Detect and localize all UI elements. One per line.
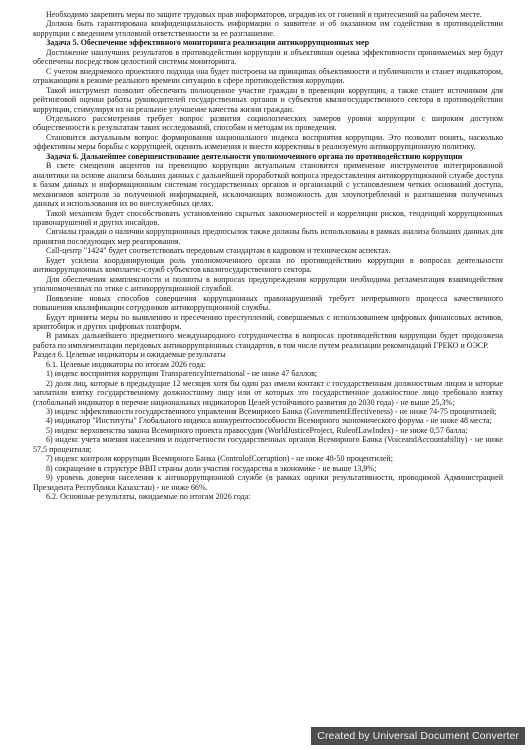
paragraph: Сигналы граждан о наличии коррупционных предпосылок также должны быть использованы в рамках анализа больших данных для принятия последующих мер реагирования. — [33, 227, 503, 246]
converter-watermark: Created by Universal Document Converter — [311, 727, 525, 745]
paragraph: Необходимо закрепить меры по защите трудовых прав информаторов, оградив их от гонений и притеснений на рабочем месте. — [46, 10, 482, 19]
paragraph: Call-центр "1424" будет соответствовать передовым стандартам в кадровом и техническом аспектах. — [46, 246, 391, 256]
paragraph: Раздел 6. Целевые индикаторы и ожидаемые результаты — [33, 350, 226, 360]
paragraph: В рамках дальнейшего предметного международного сотрудничества в вопросах противодействия коррупции будет продолжена работа по имплементации передовых антикоррупционных стандартов, в том числе путем реализации рекомендаций ГРЕКО и ОЭСР. — [33, 331, 503, 350]
paragraph: 7) индекс контроля коррупции Всемирного Банка (ControlofCorruption) - не ниже 48-50 процентилей; — [46, 454, 393, 464]
section-heading: Задача 5. Обеспечение эффективного мониторинга реализации антикоррупционных мер — [46, 38, 370, 48]
paragraph: 2) доля лиц, которые в предыдущие 12 месяцев хотя бы один раз имели контакт с государственным должностным лицом и которые заплатили взятку государственному должностному лицу или от которых это государственное должностное лицо требовало взятку (глобальный индикатор в перечне национальных индикаторов Целей устойчивого развития до 2030 года) - не выше 25,3%; — [33, 378, 503, 407]
paragraph: Отдельного рассмотрения требует вопрос развития социологических замеров уровня коррупции с широким доступом общественности к результатам таких исследований, способам и методам их проведения. — [33, 113, 503, 133]
paragraph: 3) индекс эффективности государственного управления Всемирного Банка (GovernmentEffectiveness) - не ниже 74-75 процентилей; — [46, 407, 497, 417]
paragraph: Становится актуальным вопрос формирования национального индекса восприятия коррупции. Это позволит понять, насколько эффективны меры борьбы с коррупцией, оценить изменения и внести коррективы в реализуемую антикоррупционную политику. — [33, 132, 503, 152]
paragraph: 5) индекс верховенства закона Всемирного проекта правосудия (WorldJusticeProject, RuleofLawIndex) - не ниже 0,57 балла; — [46, 425, 468, 435]
paragraph: Будет усилена координирующая роль уполномоченного органа по противодействию коррупции в вопросах деятельности антикоррупционных комплаенс-служб субъектов квазигосударственного сектора. — [33, 255, 503, 275]
paragraph: 1) индекс восприятия коррупции TransparencyInternational - не ниже 47 баллов; — [46, 369, 318, 379]
paragraph: Появление новых способов совершения коррупционных правонарушений требует непрерывного процесса качественного повышения квалификации сотрудников антикоррупционной службы. — [33, 293, 503, 313]
paragraph: С учетом внедряемого проектного подхода она будет построена на принципах объективности и публичности и станет индикатором, отражающим в режиме реального времени ситуацию в сфере противодействия коррупции. — [33, 66, 503, 86]
paragraph: Будут приняты меры по выявлению и пресечению преступлений, совершаемых с использованием цифровых финансовых активов, криптобирж и других цифровых платформ. — [33, 312, 503, 331]
paragraph: Должна быть гарантирована конфиденциальность информации о заявителе и об оказанном им содействии в противодействии коррупции с введением уголовной ответственности за ее разглашение. — [33, 19, 503, 38]
paragraph: Такой инструмент позволит обеспечить полноценное участие граждан в превенции коррупции, а также станет источником для рейтинговой оценки работы руководителей государственных органов и субъектов квазигосударственного сектора в противодействии коррупции, стимулируя их на реальное улучшение качества жизни граждан. — [33, 85, 503, 114]
paragraph: 8) сокращение в структуре ВВП страны доли участия государства в экономике - не выше 13,9%; — [46, 463, 377, 473]
paragraph: В свете смещения акцентов на превенцию коррупции актуальным становится применение инструментов интегрированной аналитики на основе анализа больших данных с дальнейшей проработкой вопроса предоставления антикоррупционной службе доступа к базам данных и информационным системам государственных органов и организаций с установлением четких оснований доступа, механизмов контроля за полученной информацией, исключающих возможность для злоупотреблений и разглашения полученных данных и использования их во внеслужебных целях. — [33, 161, 503, 209]
paragraph: 6.1. Целевые индикаторы по итогам 2026 года: — [46, 359, 206, 369]
paragraph: Для обеспечения комплексности и полноты в вопросах предупреждения коррупции необходима регламентация взаимодействия уполномоченных по этике с антикоррупционной службой. — [33, 274, 503, 294]
document-body — [33, 10, 503, 502]
paragraph: Достижение наилучших результатов в противодействии коррупции и объективная оценка эффективности принимаемых мер будут обеспечены посредством целостной системы мониторинга. — [33, 47, 503, 67]
paragraph: 9) уровень доверия населения к антикоррупционной службе (в рамках оценки результативности, проводимой Администрацией Президента Республики Казахстан) - не ниже 66%. — [33, 473, 503, 492]
paragraph: 6.2. Основные результаты, ожидаемые по итогам 2026 года: — [46, 492, 251, 502]
paragraph: 4) индикатор "Институты" Глобального индекса конкурентоспособности Всемирного экономического форума - не ниже 48 места; — [46, 416, 492, 426]
paragraph: Такой механизм будет способствовать установлению скрытых закономерностей и корреляции рисков, тенденций коррупционных правонарушений и других инсайдов. — [33, 208, 503, 227]
paragraph: 6) индекс учета мнения населения и подотчетности государственных органов Всемирного Банка (VoiceandAccountability) - не ниже 57,5 процентиля; — [33, 435, 503, 454]
section-heading: Задача 6. Дальнейшее совершенствование деятельности уполномоченного органа по противодействию коррупции — [46, 151, 463, 161]
